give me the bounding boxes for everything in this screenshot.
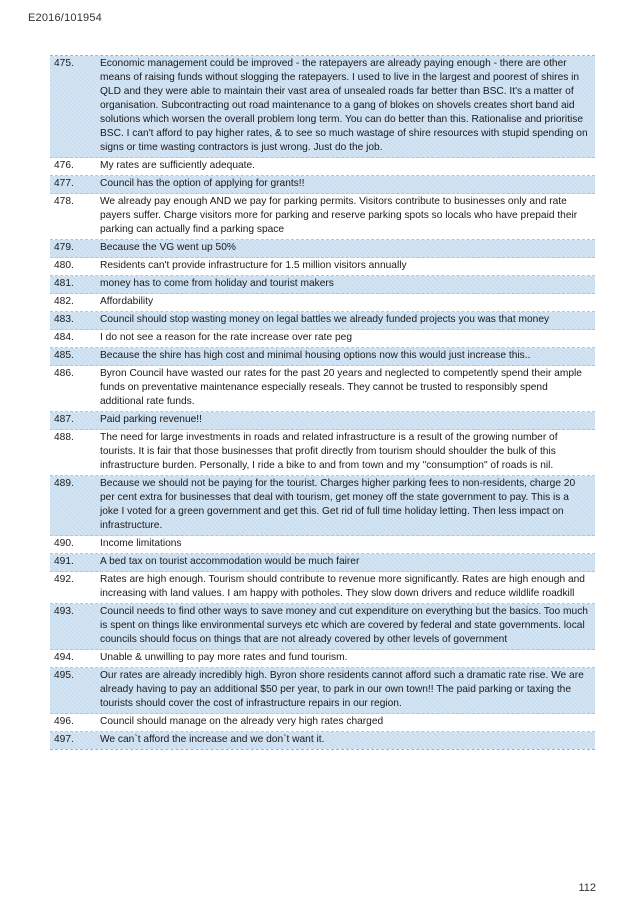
response-number: 496.: [54, 716, 74, 727]
response-text: Council has the option of applying for grants!!: [100, 178, 305, 189]
response-row: [50, 158, 595, 176]
response-row: [50, 176, 595, 194]
response-text: I do not see a reason for the rate increase over rate peg: [100, 332, 353, 343]
response-row: [50, 312, 595, 330]
response-text: Our rates are already incredibly high. Byron shore residents cannot afford such a dramatic rate rise. We are already having to pay an additional $50 per year, to park in our own town!! The paid parking or taxing the tourists should cover the cost of infrastructure repairs in our region.: [100, 670, 584, 709]
response-row: [50, 604, 595, 650]
response-number: 488.: [54, 432, 74, 443]
response-row: [50, 536, 595, 554]
response-number: 492.: [54, 574, 74, 585]
response-text: Rates are high enough. Tourism should contribute to revenue more significantly. Rates are high enough and increasing with land values. I am happy with potholes. They slow down drivers and reduce wildlife roadkill: [100, 574, 585, 599]
response-number: 497.: [54, 734, 74, 745]
response-text: Because we should not be paying for the tourist. Charges higher parking fees to non-residents, charge 20 per cent extra for businesses that deal with tourism, get money off the state government to pay. This is a joke I voted for a green government and get this. Get rid of full time holiday letting. Then less impact on infrastructure.: [100, 478, 576, 531]
response-row: [50, 56, 595, 158]
response-text: Unable & unwilling to pay more rates and fund tourism.: [100, 652, 348, 663]
response-row: [50, 430, 595, 476]
response-row: [50, 572, 595, 604]
response-row: [50, 732, 595, 749]
response-text: Because the shire has high cost and minimal housing options now this would just increase this..: [100, 350, 531, 361]
response-row: [50, 240, 595, 258]
response-text: Paid parking revenue!!: [100, 414, 202, 425]
response-number: 495.: [54, 670, 74, 681]
response-number: 489.: [54, 478, 74, 489]
response-text: Council needs to find other ways to save money and cut expenditure on everything but the basics. Too much is spent on things like environmental surveys etc which are covered by federal and state governments. local councils should focus on things that are not already covered by other levels of government: [100, 606, 588, 645]
response-number: 480.: [54, 260, 74, 271]
response-number: 481.: [54, 278, 74, 289]
response-number: 478.: [54, 196, 74, 207]
response-number: 493.: [54, 606, 74, 617]
response-number: 490.: [54, 538, 74, 549]
response-row: [50, 294, 595, 312]
response-number: 476.: [54, 160, 74, 171]
response-number: 479.: [54, 242, 74, 253]
response-row: [50, 668, 595, 714]
response-row: [50, 554, 595, 572]
response-number: 482.: [54, 296, 74, 307]
response-number: 475.: [54, 58, 74, 69]
response-number: 477.: [54, 178, 74, 189]
response-text: Byron Council have wasted our rates for the past 20 years and neglected to competently spend their ample funds on preventative maintenance especially reseals. They cannot be trusted to responsibly spend additional rate funds.: [100, 368, 582, 407]
response-row: [50, 412, 595, 430]
response-text: My rates are sufficiently adequate.: [100, 160, 255, 171]
response-number: 483.: [54, 314, 74, 325]
response-text: The need for large investments in roads and related infrastructure is a result of the growing number of tourists. It is fair that those businesses that profit directly from tourism should shoulder the bulk of this infrastructure burden. Personally, I ride a bike to and from town and my "consumption" of roads is nil.: [100, 432, 558, 471]
page-number: 112: [578, 882, 596, 894]
response-row: [50, 714, 595, 732]
response-text: Council should manage on the already very high rates charged: [100, 716, 384, 727]
response-row: [50, 476, 595, 536]
response-text: A bed tax on tourist accommodation would be much fairer: [100, 556, 360, 567]
response-number: 487.: [54, 414, 74, 425]
response-text: Affordability: [100, 296, 154, 307]
response-text: We can`t afford the increase and we don`t want it.: [100, 734, 325, 745]
response-row: [50, 258, 595, 276]
response-number: 485.: [54, 350, 74, 361]
response-row: [50, 194, 595, 240]
response-text: Economic management could be improved - the ratepayers are already paying enough - there are other means of raising funds without slogging the ratepayers. I used to live in the largest and poorest of shires in QLD and they were able to maintain their vast area of unsealed roads far better than BSC. It's a matter of organisation. Subcontracting out road maintenance to a gang of blokes on shovels creates short band aid solutions which worsen the overall problem long term. You can do better than this. Rationalise and prioritise BSC. I can't afford to pay higher rates, & to see so much wastage of shire resources with stupid spending on signs or time wasting contractors is just wrong. Just do the job.: [100, 58, 588, 153]
response-number: 486.: [54, 368, 74, 379]
response-row: [50, 650, 595, 668]
response-number: 491.: [54, 556, 74, 567]
response-text: money has to come from holiday and tourist makers: [100, 278, 334, 289]
response-number: 494.: [54, 652, 74, 663]
response-text: Income limitations: [100, 538, 182, 549]
responses-table: [50, 55, 595, 750]
response-text: Because the VG went up 50%: [100, 242, 236, 253]
response-row: [50, 348, 595, 366]
response-text: Council should stop wasting money on legal battles we already funded projects you was that money: [100, 314, 550, 325]
response-number: 484.: [54, 332, 74, 343]
response-row: [50, 330, 595, 348]
response-text: We already pay enough AND we pay for parking permits. Visitors contribute to businesses only and rate payers suffer. Charge visitors more for parking and reserve parking spots so locals who have prepaid their parking can actually find a parking space: [100, 196, 578, 235]
response-text: Residents can't provide infrastructure for 1.5 million visitors annually: [100, 260, 407, 271]
response-row: [50, 366, 595, 412]
response-row: [50, 276, 595, 294]
document-reference: E2016/101954: [28, 12, 102, 24]
